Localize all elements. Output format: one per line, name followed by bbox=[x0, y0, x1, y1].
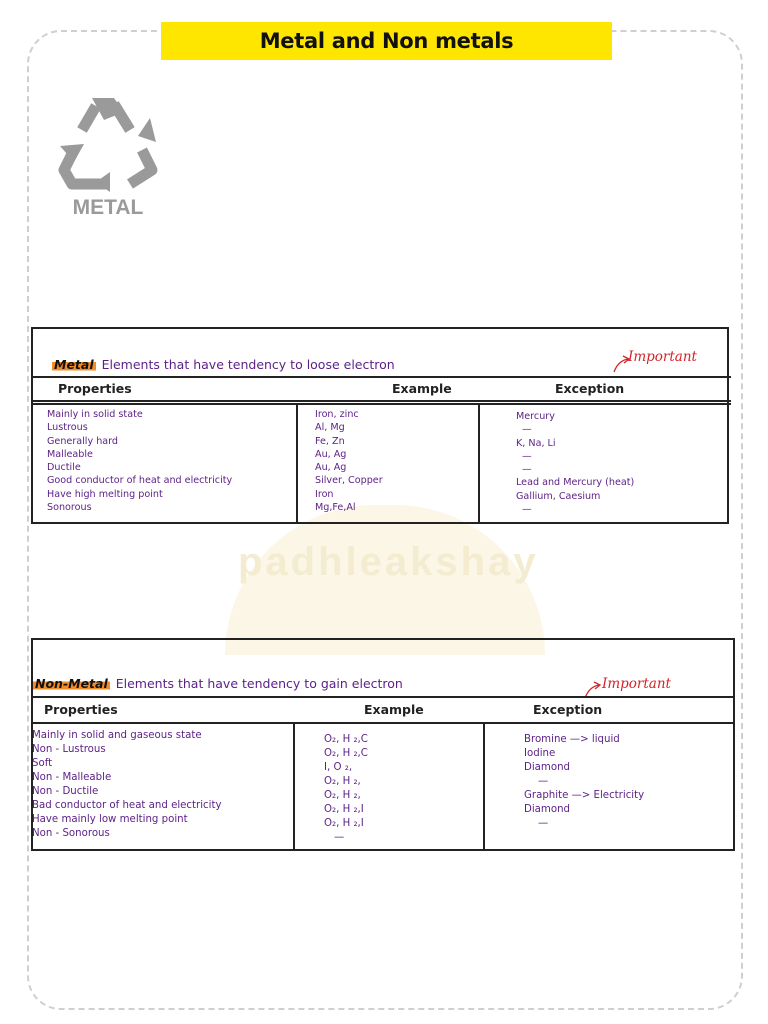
metal-important-note: Important bbox=[628, 349, 697, 365]
title-banner bbox=[161, 22, 612, 60]
nonmetal-examples-list bbox=[324, 733, 368, 845]
list-item: — bbox=[522, 464, 532, 476]
list-item: Mercury bbox=[516, 411, 555, 422]
recycle-icon bbox=[52, 92, 164, 192]
metal-header-properties: Properties bbox=[58, 381, 132, 396]
list-item: Mainly in solid state bbox=[47, 409, 143, 420]
nonmetal-column-divider bbox=[483, 724, 485, 849]
logo-label: METAL bbox=[72, 196, 144, 219]
metal-header-exception: Exception bbox=[555, 381, 625, 396]
list-item: Non - Ductile bbox=[32, 786, 99, 797]
list-item: O₂, H ₂,C bbox=[324, 748, 368, 759]
nonmetal-properties-list bbox=[32, 729, 222, 841]
list-item: O₂, H ₂,I bbox=[324, 804, 364, 815]
list-item: Fe, Zn bbox=[315, 435, 345, 447]
list-item: Iodine bbox=[524, 748, 556, 759]
nonmetal-important-note: Important bbox=[602, 676, 671, 692]
list-item: O₂, H ₂,I bbox=[324, 818, 364, 829]
list-item: Bad conductor of heat and electricity bbox=[32, 800, 222, 811]
metal-column-divider bbox=[296, 404, 298, 522]
metal-header-example: Example bbox=[392, 381, 452, 396]
metal-heading bbox=[52, 357, 395, 372]
list-item: Ductile bbox=[47, 462, 81, 474]
list-item: — bbox=[522, 450, 532, 462]
list-item: Iron bbox=[315, 488, 334, 500]
metal-header-divider bbox=[31, 403, 731, 405]
nonmetal-header-properties: Properties bbox=[44, 702, 118, 717]
arrow-icon bbox=[612, 354, 632, 374]
list-item: Iron, zinc bbox=[315, 409, 359, 420]
metal-examples-list bbox=[315, 408, 383, 514]
list-item: — bbox=[538, 776, 549, 787]
watermark-text: padhleakshay bbox=[238, 540, 539, 584]
metal-logo bbox=[52, 92, 164, 232]
list-item: Lead and Mercury (heat) bbox=[516, 477, 635, 489]
list-item: Generally hard bbox=[47, 435, 119, 447]
nonmetal-definition: Elements that have tendency to gain electron bbox=[115, 676, 403, 691]
nonmetal-tag: Non-Metal bbox=[35, 676, 108, 691]
metal-properties-list bbox=[47, 408, 232, 514]
list-item: Au, Ag bbox=[315, 448, 347, 460]
list-item: Good conductor of heat and electricity bbox=[47, 475, 233, 487]
list-item: Silver, Copper bbox=[315, 475, 383, 487]
list-item: O₂, H ₂,C bbox=[324, 734, 368, 745]
list-item: Al, Mg bbox=[315, 422, 345, 434]
metal-column-divider bbox=[478, 404, 480, 522]
list-item: O₂, H ₂, bbox=[324, 776, 361, 787]
list-item: Graphite —> Electricity bbox=[524, 790, 645, 801]
list-item: Diamond bbox=[524, 804, 570, 815]
list-item: Non - Sonorous bbox=[32, 828, 110, 839]
list-item: — bbox=[522, 504, 532, 516]
list-item: Au, Ag bbox=[315, 462, 347, 474]
list-item: — bbox=[538, 818, 549, 829]
list-item: K, Na, Li bbox=[516, 437, 556, 449]
list-item: Non - Lustrous bbox=[32, 744, 106, 755]
list-item: Mg,Fe,Al bbox=[315, 502, 356, 514]
nonmetal-exceptions-list bbox=[524, 733, 644, 831]
metal-definition: Elements that have tendency to loose electron bbox=[101, 357, 395, 372]
list-item: Non - Malleable bbox=[32, 772, 112, 783]
list-item: O₂, H ₂, bbox=[324, 790, 361, 801]
list-item: — bbox=[522, 424, 532, 436]
list-item: Lustrous bbox=[47, 422, 88, 434]
list-item: Sonorous bbox=[47, 502, 92, 514]
list-item: Mainly in solid and gaseous state bbox=[32, 730, 202, 741]
metal-header-row bbox=[31, 376, 731, 402]
list-item: Gallium, Caesium bbox=[516, 490, 601, 502]
list-item: Soft bbox=[32, 758, 53, 769]
list-item: Have high melting point bbox=[47, 488, 163, 500]
metal-exceptions-list bbox=[516, 410, 634, 516]
list-item: — bbox=[334, 832, 345, 843]
page-title: Metal and Non metals bbox=[259, 29, 514, 53]
list-item: Diamond bbox=[524, 762, 570, 773]
nonmetal-heading bbox=[33, 676, 403, 691]
nonmetal-header-exception: Exception bbox=[533, 702, 603, 717]
list-item: I, O ₂, bbox=[324, 762, 353, 773]
nonmetal-header-example: Example bbox=[364, 702, 424, 717]
metal-tag: Metal bbox=[54, 357, 94, 372]
list-item: Bromine —> liquid bbox=[524, 734, 620, 745]
list-item: Have mainly low melting point bbox=[32, 814, 188, 825]
nonmetal-column-divider bbox=[293, 724, 295, 849]
list-item: Malleable bbox=[47, 448, 93, 460]
